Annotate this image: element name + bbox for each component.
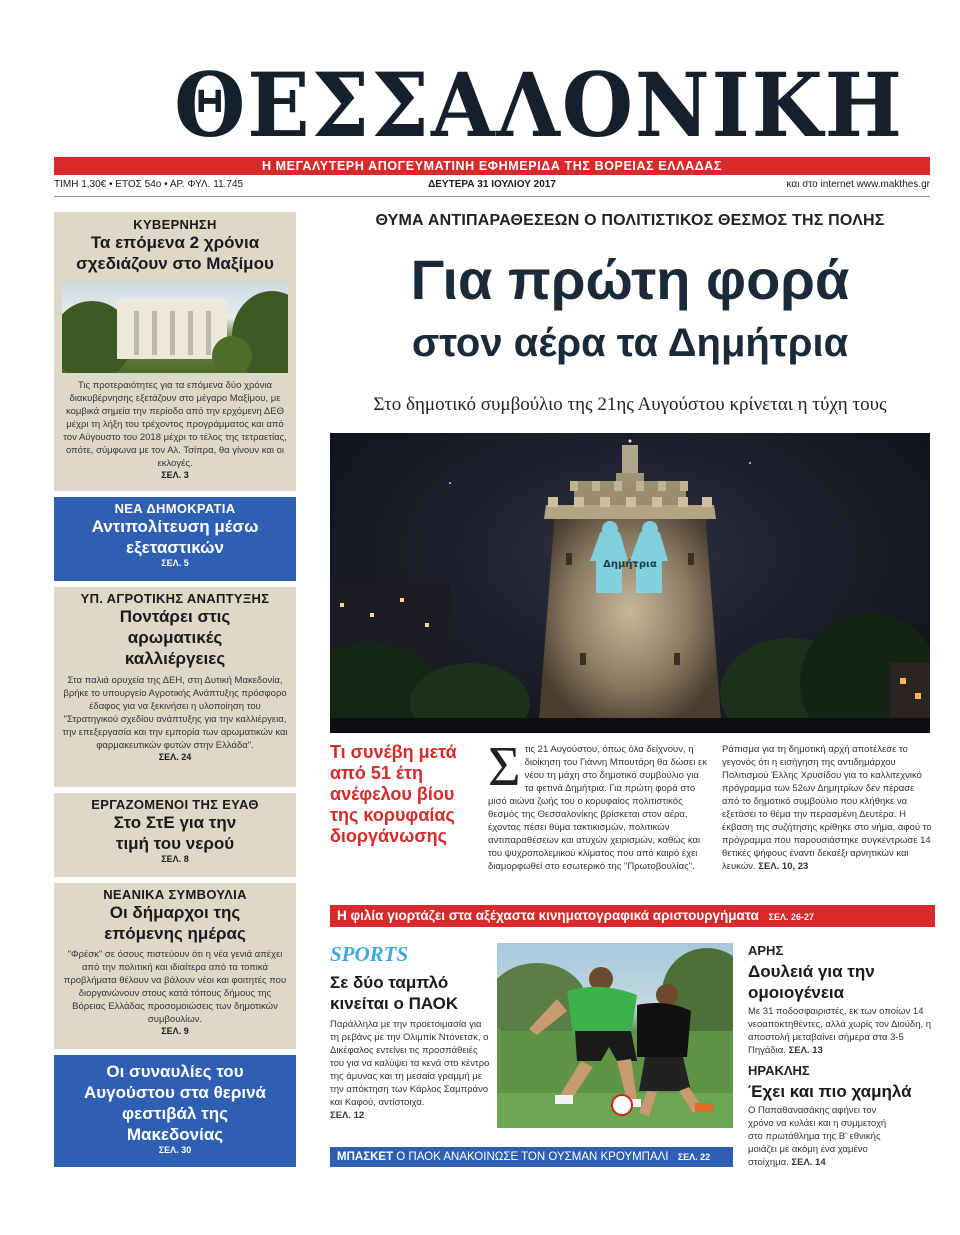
- story-page-ref: ΣΕΛ. 8: [161, 854, 189, 864]
- paok-training-photo: [497, 943, 733, 1128]
- iraklis-body: Ο Παπαθανασάκης αφήνει τον χρόνο να κυλάει και η συμμετοχή στο πρωτάθλημα της Β' εθνικής μοιάζει με ακόμη ένα χαμένο στοίχημα.: [748, 1105, 887, 1168]
- story-page-ref: ΣΕΛ. 9: [161, 1026, 189, 1036]
- lead-red-subheadline: Τι συνέβη μετά από 51 έτη ανέφελου βίου της κορυφαίας διοργάνωσης: [330, 742, 457, 846]
- lead-column-1: [488, 736, 710, 873]
- newspaper-masthead: ΘΕΣΣΑΛΟΝΙΚΗ: [174, 53, 904, 157]
- price-info: ΤΙΜΗ 1,30€ • ΕΤΟΣ 54ο • ΑΡ. ΦΥΛ. 11.745: [54, 179, 244, 190]
- story-page-ref: ΣΕΛ. 24: [158, 752, 192, 762]
- white-tower-illustration: [330, 433, 930, 733]
- sidebar-story-youth-councils[interactable]: [54, 883, 296, 1049]
- basket-page: ΣΕΛ. 22: [677, 1152, 711, 1162]
- lead-column-1-text: τις 21 Αυγούστου, όπως όλα δείχνουν, η διοίκηση του Γιάννη Μπουτάρη θα δώσει εκ νέου τη μάχη στο δημοτικό συμβούλιο για τα φετινά Δημήτρια. Για πρώτη φορά στο μισό αιώνα ζωής του ο κορυφαίος πολιτιστικός θεσμός της Θεσσαλονίκης βρίσκεται στον αέρα, έχοντας πέσει θύμα τακτικισμών, πολιτικών αντιπαραθέσεων και ατυχών χειρισμών, καθώς και του ψυχροπολεμικού κλίματος που από καιρό έχει διαμορφωθεί στο εσωτερικό της "Πρωτοβουλίας".: [488, 744, 707, 872]
- basket-text: Ο ΠΑΟΚ ΑΝΑΚΟΙΝΩΣΕ ΤΟΝ ΟΥΣΜΑΝ ΚΡΟΥΜΠΑΛΙ: [396, 1151, 669, 1163]
- maximou-mansion-photo: [62, 281, 288, 373]
- lead-headline[interactable]: [330, 245, 930, 371]
- basket-label: ΜΠΑΣΚΕΤ: [337, 1151, 394, 1163]
- issue-date: ΔΕΥΤΕΡΑ 31 ΙΟΥΛΙΟΥ 2017: [428, 179, 556, 190]
- story-kicker: ΚΥΒΕΡΝΗΣΗ: [133, 217, 217, 232]
- lead-column-2: [722, 743, 932, 873]
- film-promo-page: ΣΕΛ. 26-27: [768, 912, 815, 922]
- story-kicker: ΕΡΓΑΖΟΜΕΝΟΙ ΤΗΣ ΕΥΑΘ: [91, 797, 259, 812]
- lead-page-ref: ΣΕΛ. 10, 23: [758, 861, 809, 872]
- story-headline: Ποντάρει στις αρωματικές καλλιέργειες: [119, 607, 231, 668]
- film-promo-bar[interactable]: [330, 905, 935, 927]
- story-page-ref: ΣΕΛ. 3: [161, 470, 189, 480]
- story-page-ref: ΣΕΛ. 5: [161, 558, 189, 568]
- lead-headline-line1: Για πρώτη φορά: [410, 248, 850, 311]
- sidebar-story-concerts[interactable]: [54, 1055, 296, 1167]
- paok-body: Παράλληλα με την προετοιμασία για τη ρεβάνς με την Ολιμπίκ Ντόνετσκ, ο Δικέφαλος εντείνει τις προσπάθειές του για να καλύψει τα κενά στο κέντρο της άμυνας και τη μεσαία γραμμή με την απόκτηση των Κάρλος Σαμπράνο και Καφού, αντίστοιχα.: [330, 1019, 490, 1108]
- story-kicker: ΥΠ. ΑΓΡΟΤΙΚΗΣ ΑΝΑΠΤΥΞΗΣ: [80, 591, 270, 606]
- story-kicker: ΝΕΑ ΔΗΜΟΚΡΑΤΙΑ: [114, 501, 236, 516]
- story-headline: Οι δήμαρχοι της επόμενης ημέρας: [104, 903, 246, 943]
- paok-story: [330, 1018, 490, 1122]
- lead-kicker: ΘΥΜΑ ΑΝΤΙΠΑΡΑΘΕΣΕΩΝ Ο ΠΟΛΙΤΙΣΤΙΚΟΣ ΘΕΣΜΟΣ ΤΗΣ ΠΟΛΗΣ: [375, 212, 885, 229]
- sidebar-story-eyath[interactable]: [54, 793, 296, 877]
- aris-headline[interactable]: Δουλειά για την ομοιογένεια: [748, 962, 875, 1002]
- story-headline: Αντιπολίτευση μέσω εξεταστικών: [91, 517, 259, 557]
- aris-page-ref: ΣΕΛ. 13: [788, 1045, 823, 1056]
- story-headline: Τα επόμενα 2 χρόνια σχεδιάζουν στο Μαξίμου: [76, 233, 274, 273]
- aris-story: [748, 1005, 933, 1057]
- sports-section-label: SPORTS: [330, 942, 409, 966]
- story-kicker: ΝΕΑΝΙΚΑ ΣΥΜΒΟΥΛΙΑ: [103, 887, 247, 902]
- story-headline: Οι συναυλίες του Αυγούστου στα θερινά φεστιβάλ της Μακεδονίας: [84, 1062, 266, 1144]
- header-divider: [54, 196, 930, 197]
- story-headline: Στο ΣτΕ για την τιμή του νερού: [113, 813, 237, 853]
- aris-kicker: ΑΡΗΣ: [748, 943, 784, 958]
- story-body: Στα παλιά ορυχεία της ΔΕΗ, στη Δυτική Μακεδονία, βρήκε το υπουργείο Αγροτικής Ανάπτυξης πρόσφορο έδαφος για να ξεκινήσει η υλοποίηση του "Στρατηγικού σχεδίου ανάπτυξης για την καλλιέργεια, την επεξεργασία και την εμπορία των αρωματικών και φαρμακευτικών φυτών στην Ελλάδα".: [62, 675, 288, 751]
- iraklis-headline[interactable]: Έχει και πιο χαμηλά: [748, 1082, 912, 1101]
- paok-page-ref: ΣΕΛ. 12: [330, 1110, 365, 1121]
- lead-subhead: Στο δημοτικό συμβούλιο της 21ης Αυγούστου κρίνεται η τύχη τους: [373, 394, 887, 415]
- basket-promo-bar[interactable]: [330, 1147, 733, 1167]
- lead-headline-line2: στον αέρα τα Δημήτρια: [411, 321, 849, 365]
- sidebar-story-nd[interactable]: [54, 497, 296, 581]
- tagline-bar: Η ΜΕΓΑΛΥΤΕΡΗ ΑΠΟΓΕΥΜΑΤΙΝΗ ΕΦΗΜΕΡΙΔΑ ΤΗΣ ΒΟΡΕΙΑΣ ΕΛΛΑΔΑΣ: [54, 157, 930, 175]
- sidebar-story-agriculture[interactable]: [54, 587, 296, 787]
- paok-headline[interactable]: Σε δύο ταμπλό κινείται ο ΠΑΟΚ: [330, 973, 459, 1013]
- iraklis-page-ref: ΣΕΛ. 14: [791, 1157, 826, 1168]
- sidebar-story-kyvernisi[interactable]: [54, 212, 296, 491]
- white-tower-photo: [330, 433, 930, 733]
- iraklis-kicker: ΗΡΑΚΛΗΣ: [748, 1063, 810, 1078]
- story-page-ref: ΣΕΛ. 30: [158, 1145, 192, 1155]
- website-link[interactable]: και στο internet www.makthes.gr: [786, 179, 930, 190]
- story-body: Τις προτεραιότητες για τα επόμενα δύο χρόνια διακυβέρνησης εξετάζουν στο μέγαρο Μαξίμου, με κομβικά σημεία την περίοδο από την ερχόμενη ΔΕΘ μέχρι τη λήξη του τρέχοντος προγράμματος και από τον Αύγουστο του 2018 μέχρι το τέλος της τετραετίας, οπότε, σύμφωνα με τον Αλ. Τσίπρα, θα γίνουν και οι εκλογές.: [63, 380, 287, 469]
- issue-info-line: [54, 179, 930, 193]
- aris-body: Με 31 ποδοσφαιριστές, εκ των οποίων 14 νεοαποκτηθέντες, αλλά χωρίς τον Διούδη, η αποστολή μεταβαίνει σήμερα στα 3-5 Πηγάδια.: [748, 1006, 932, 1056]
- lead-column-2-text: Ράπισμα για τη δημοτική αρχή αποτέλεσε το γεγονός ότι η εισήγηση της αντιδημάρχου Πολιτισμού Έλλης Χρυσίδου για το καλλιτεχνικό πρόγραμμα των 52ων Δημητρίων δεν πέρασε από το δημοτικό συμβούλιο που κλήθηκε να εξετάσει το θέμα την περασμένη Δευτέρα. Η έκβαση της συζήτησης κρίθηκε στο νήμα, αφού το πρόγραμμα που παρουσιάστηκε συγκέντρωσε 14 θετικές ψήφους έναντι δεκαέξι αρνητικών και λευκών.: [722, 744, 932, 872]
- iraklis-story: [748, 1104, 898, 1169]
- film-promo-text: Η φιλία γιορτάζει στα αξέχαστα κινηματογραφικά αριστουργήματα: [337, 908, 759, 923]
- story-body: "Φρέσκ" σε όσους πιστεύουν ότι η νέα γενιά απέχει από την πολιτική και ιδιαίτερα από τα τοπικά προβλήματα θέλουν να βάλουν νέοι και φοιτητές που διοργανώνουν στους κατά τόπους δήμους της Βόρειας Ελλάδας προσομοιώσεις των δημοτικών συμβουλίων.: [63, 949, 287, 1025]
- drop-cap: Σ: [488, 736, 521, 798]
- projection-text: Δημήτρια: [603, 559, 657, 570]
- football-players-illustration: [497, 943, 733, 1128]
